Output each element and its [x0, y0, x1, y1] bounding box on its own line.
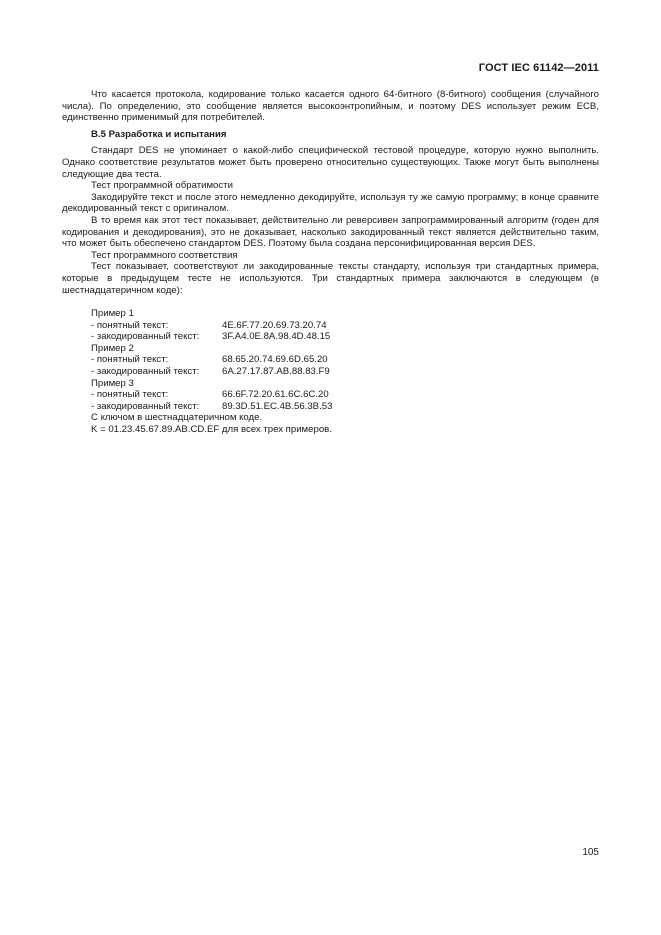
body-paragraph: Стандарт DES не упоминает о какой-либо специфической тестовой процедуре, которую нужно выполнить. Однако соответствие результатов может быть проверено относительно существующих. Также могут быть выполнены следующие два теста. — [62, 145, 599, 180]
example-plain-row — [62, 389, 599, 401]
coded-value: 3F.A4.0E.8A.98.4D.48.15 — [222, 331, 331, 343]
body-paragraph: Тест показывает, соответствуют ли закодированные тексты стандарту, используя три стандартных примера, которые в предыдущем тесте не используются. Три стандартных примера заключаются в следующем (в шестнадцатеричном коде): — [62, 261, 599, 296]
example-coded-row — [62, 331, 599, 343]
example-coded-row — [62, 401, 599, 413]
coded-value: 6A.27.17.87.AB.88.83.F9 — [222, 366, 330, 378]
coded-value: 89.3D.51.EC.4B.56.3B.53 — [222, 400, 333, 412]
example-plain-row — [62, 354, 599, 366]
section-title: В.5 Разработка и испытания — [91, 128, 227, 140]
example-1 — [62, 308, 599, 343]
page-content — [62, 89, 599, 436]
example-plain-row — [62, 320, 599, 332]
plain-label: - понятный текст: — [91, 354, 169, 366]
coded-label: - закодированный текст: — [91, 366, 200, 378]
plain-label: - понятный текст: — [91, 319, 169, 331]
coded-label: - закодированный текст: — [91, 331, 200, 343]
intro-paragraph: Что касается протокола, кодирование только касается одного 64-битного (8-битного) сообщения (случайного числа). По определению, это сообщение является высокоэнтропийным, и поэтому DES использует режим ЕСВ, единственно применимый для потребителей. — [62, 89, 599, 124]
example-title: Пример 3 — [91, 377, 134, 389]
coded-label: - закодированный текст: — [91, 400, 200, 412]
key-value: K = 01.23.45.67.89.AB.CD.EF для всех трех примеров. — [91, 424, 332, 436]
plain-value: 66.6F.72.20.61.6C.6C.20 — [222, 389, 329, 401]
body-paragraph: Закодируйте текст и после этого немедленно декодируйте, используя ту же самую программу; в конце сравните декодированный текст с оригиналом. — [62, 191, 599, 215]
test-heading: Тест программного соответствия — [91, 249, 238, 261]
plain-label: - понятный текст: — [91, 389, 169, 401]
test-heading: Тест программной обратимости — [91, 180, 233, 192]
example-title: Пример 2 — [91, 342, 134, 354]
example-title: Пример 1 — [91, 308, 134, 320]
body-paragraph: В то время как этот тест показывает, действительно ли реверсивен запрограммированный алгоритм (годен для кодирования и декодирования), это не доказывает, насколько закодированный текст является действительно таким, что может быть обеспечено стандартом DES. Поэтому была создана персонифицированная версия DES. — [62, 214, 599, 250]
plain-value: 68.65.20.74.69.6D.65.20 — [222, 354, 328, 366]
example-3 — [62, 378, 599, 413]
key-note: С ключом в шестнадцатеричном коде. — [91, 412, 263, 424]
example-2 — [62, 343, 599, 378]
example-coded-row — [62, 366, 599, 378]
document-header: ГОСТ IEC 61142—2011 — [478, 62, 599, 74]
plain-value: 4E.6F.77.20.69.73.20.74 — [222, 319, 327, 331]
page-number: 105 — [582, 847, 599, 858]
